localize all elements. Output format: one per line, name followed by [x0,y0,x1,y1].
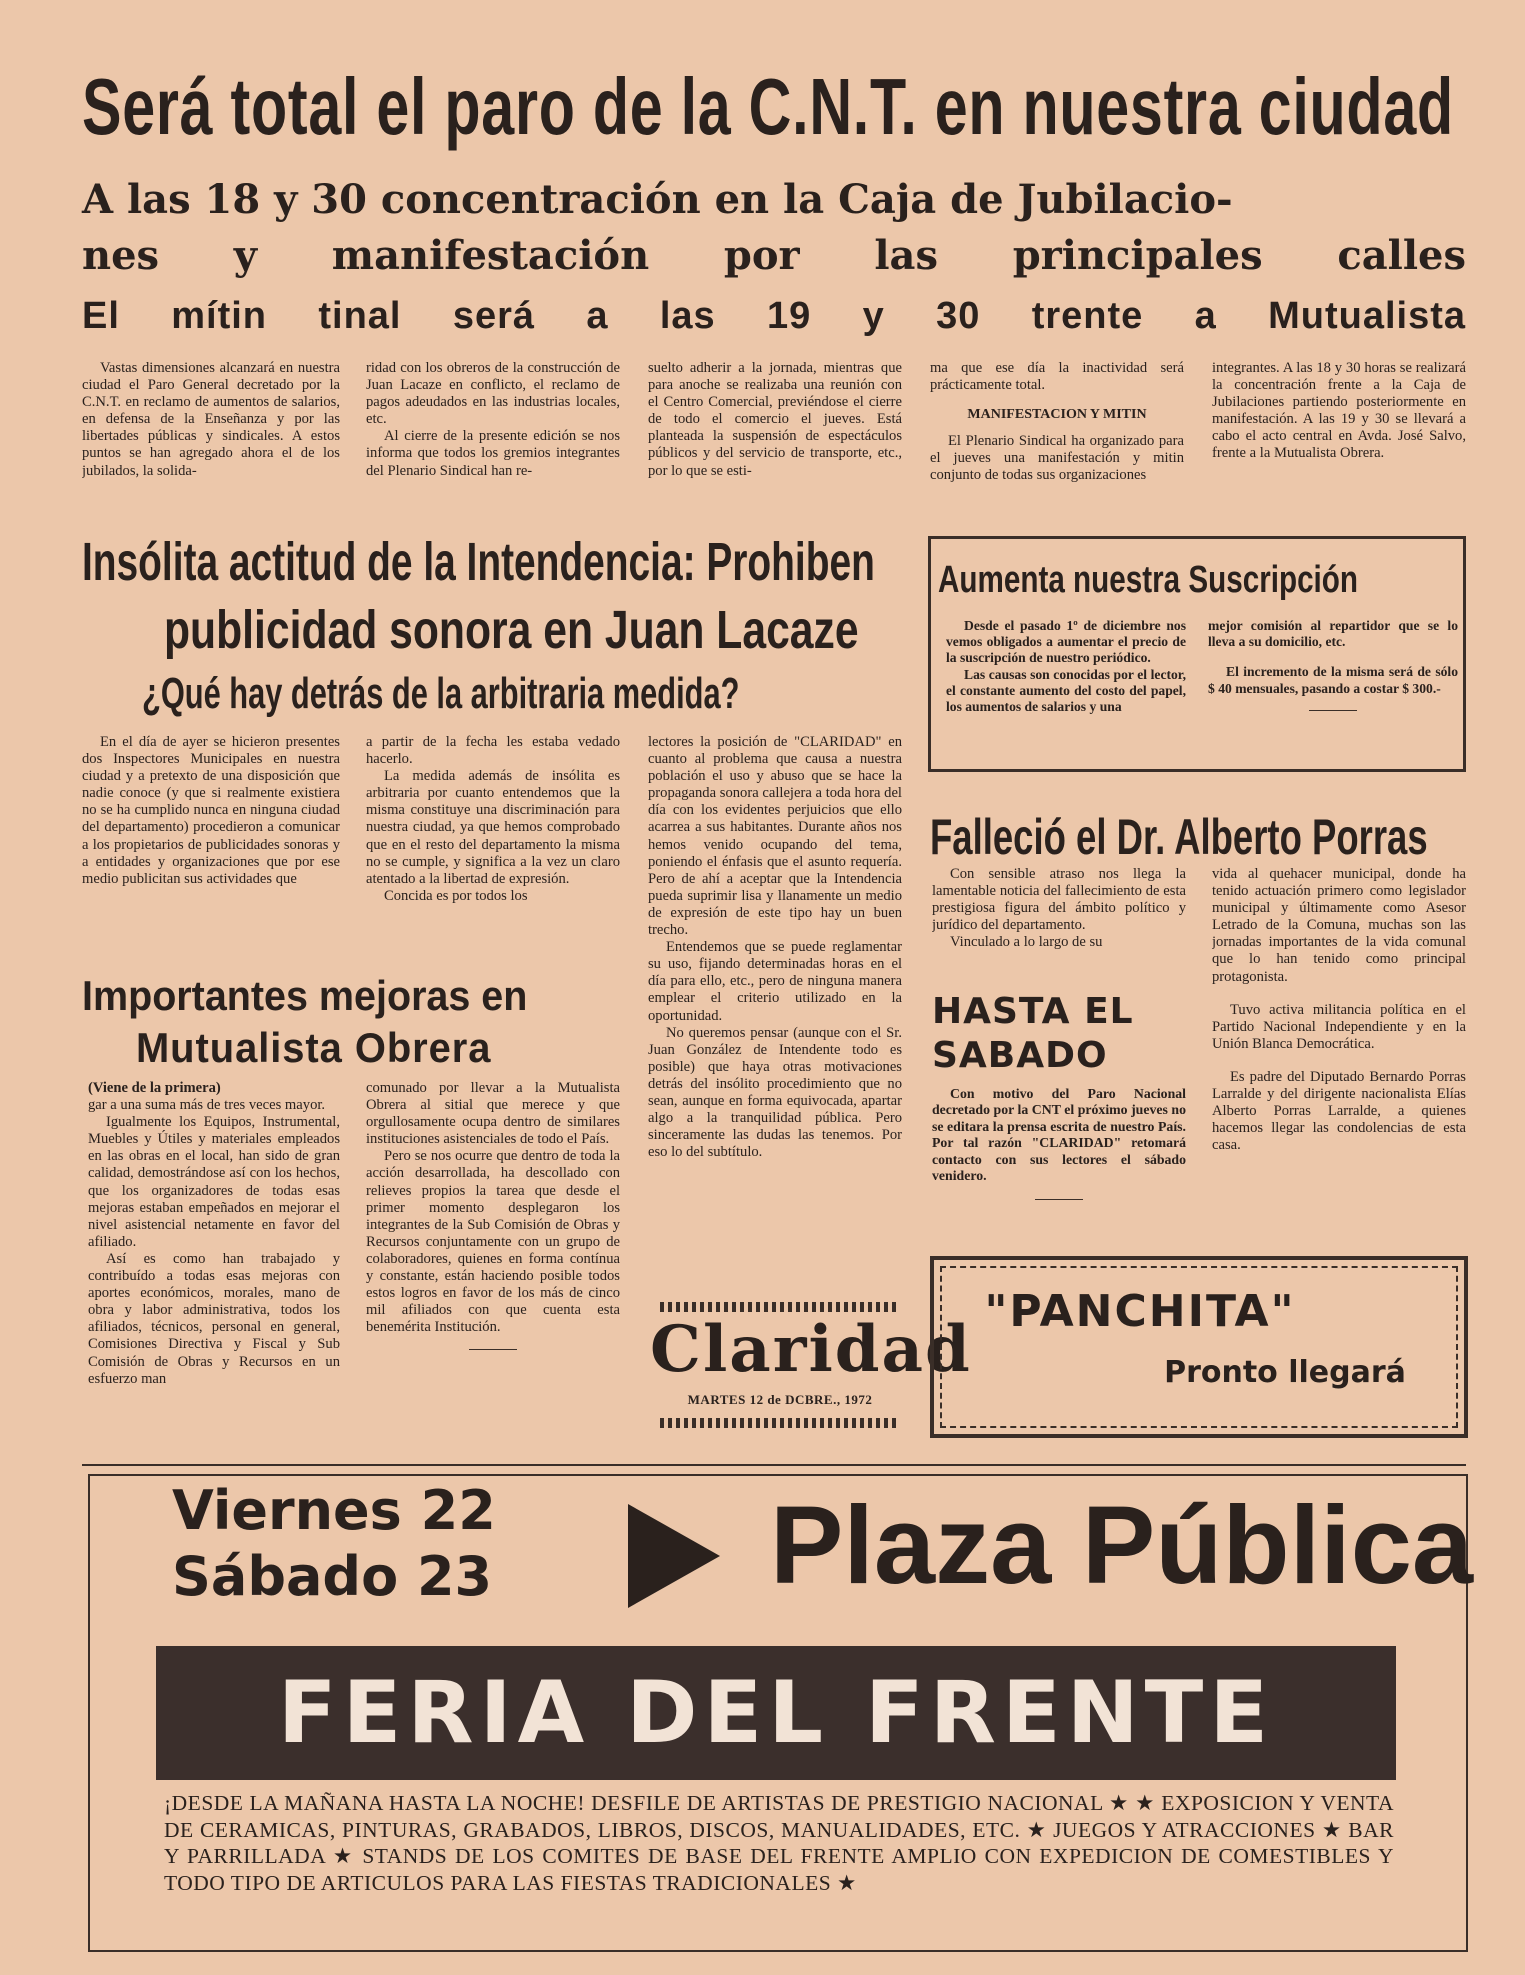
paro-paragraph: ma que ese día la inactividad será prácticamente total. [930,360,1184,394]
masthead-ornament-top [660,1302,900,1312]
paro-paragraph: ridad con los obreros de la construcción de Juan Lacaze en conflicto, el reclamo de pagos adeudados en las industrias locales, etc. [366,360,620,428]
end-rule [1309,710,1357,711]
panchita-subtitle: Pronto llegará [1164,1355,1406,1390]
intendencia-title-line1: Insólita actitud de la Intendencia: Prohiben [82,532,875,592]
suscripcion-col-2 [1208,618,1458,748]
divider-line [82,1464,1466,1466]
subheadline-1-line2: nes y manifestación por las principales calles [82,232,1466,279]
paro-subheading: MANIFESTACION Y MITIN [967,407,1147,423]
intendencia-paragraph: No queremos pensar (aunque con el Sr. Juan González de Intendente todo es posible) que haya otras motivaciones detrás del insólito procedimiento que no sean, aunque en forma equivocada, apartar algo a la tranquilidad pública. Pero sinceramente las dudas las tenemos. Por eso lo del subtítulo. [648,1024,902,1161]
feria-day-1: Viernes 22 [172,1479,496,1542]
mutualista-col-1 [88,1080,340,1440]
panchita-title: "PANCHITA" [984,1286,1296,1337]
mutualista-paragraph: comunado por llevar a la Mutualista Obrera al sitial que merece y que orgullosamente ocupa dentro de similares instituciones asistenciales de todo el País. [366,1080,620,1148]
intendencia-subtitle: ¿Qué hay detrás de la arbitraria medida? [142,669,740,718]
paro-col-2 [366,360,620,508]
mutualista-paragraph: Pero se nos ocurre que dentro de toda la acción desarrollada, ha descollado con relieves propios la tarea que desde el primer momento desplegaron los integrantes de la Sub Comisión de Obras y Recursos conjuntamente con un grupo de colaboradores, quienes en forma contínua y constante, están haciendo posible todos estos logros en favor de los más de cinco mil afiliados con que cuenta esta benemérita Institución. [366,1148,620,1336]
mutualista-paragraph: gar a una suma más de tres veces mayor. [88,1097,326,1114]
intendencia-paragraph: Entendemos que se puede reglamentar su uso, fijando determinadas horas en el día para ello, etc., pero de ninguna manera emplear el criterio utilizado en la oportunidad. [648,939,902,1024]
paro-paragraph: Vastas dimensiones alcanzará en nuestra ciudad el Paro General decretado por la C.N.T. en reclamo de aumentos de salarios, en defensa de la Enseñanza y por las libertades públicas y sindicales. A estos puntos se han agregado ahora el de los jubilados, la solida- [82,360,340,479]
suscripcion-paragraph: Desde el pasado 1º de diciembre nos vemos obligados a aumentar el precio de la suscripción de nuestro periódico. [946,618,1186,666]
mutualista-paragraph: Igualmente los Equipos, Instrumental, Muebles y Útiles y materiales empleados en las obras en el local, han sido de gran calidad, demostrándose así con los hechos, que los organizadores de todas esas mejoras estaban empeñados en mejorar el nivel asistencial netamente en favor del afiliado. [88,1114,340,1250]
hasta-paragraph: Con motivo del Paro Nacional decretado por la CNT el próximo jueves no se editara la prensa escrita de nuestro País. Por tal razón "CLARIDAD" retomará contacto con sus lectores el sábado venidero. [932,1086,1186,1184]
paro-paragraph: El Plenario Sindical ha organizado para el jueves una manifestación y mitin conjunto de todas sus organizaciones [930,433,1184,484]
porras-col-2 [1212,866,1466,1216]
paro-col-1 [82,360,340,508]
suscripcion-col-1 [946,618,1186,748]
porras-paragraph: Tuvo activa militancia política en el Partido Nacional Independiente y en la Unión Blanca Democrática. [1212,1001,1466,1052]
suscripcion-paragraph: Las causas son conocidas por el lector, el constante aumento del costo del papel, los aumentos de salarios y una [946,666,1186,715]
feria-banner-text: FERIA DEL FRENTE [277,1663,1275,1763]
porras-paragraph: vida al quehacer municipal, donde ha tenido actuación primero como legislador municipal y últimamente como Asesor Letrado de la Comuna, muchas son las jornadas importantes de la vida comunal que lo han tenido como principal protagonista. [1212,866,1466,985]
suscripcion-paragraph: mejor comisión al repartidor que se lo lleva a su domicilio, etc. [1208,618,1458,650]
intendencia-paragraph: lectores la posición de "CLARIDAD" en cuanto al problema que causa a nuestra población el uso y abuso que se hace la propaganda sonora callejera a toda hora del día con los evidentes perjuicios que ello acarrea a sus habitantes. Durante años nos hemos venido ocupando del tema, poniendo el énfasis que el asunto requería. Pero de ahí a aceptar que la Intendencia pueda suprimir lisa y llanamente un medio de expresión de este tipo hay un buen trecho. [648,734,902,939]
porras-paragraph: Con sensible atraso nos llega la lamentable noticia del fallecimiento de esta prestigiosa figura del ámbito político y jurídico del departamento. [932,866,1186,934]
masthead-ornament-bottom [660,1418,900,1428]
hasta-title [932,990,1134,1078]
intendencia-paragraph: La medida además de insólita es arbitraria por cuanto entendemos que la misma constituye una discriminación para nuestra ciudad, ya que hemos comprobado que en el resto del departamento la misma no se cumple, y significa a la vez un claro atentado a la libertad de expresión. [366,768,620,887]
intendencia-paragraph: Concida es por todos los [384,887,528,904]
porras-paragraph: Vinculado a lo largo de su [950,934,1103,951]
mutualista-title-line1: Importantes mejoras en [82,972,528,1019]
feria-day-2: Sábado 23 [172,1545,493,1608]
intendencia-paragraph: En el día de ayer se hicieron presentes dos Inspectores Municipales en nuestra ciudad y a pretexto de una disposición que nadie conoce (y que si realmente existiera no se ha cumplido nunca en ninguna ciudad del departamento) procedieron a comunicar a los propietarios de publicidades sonoras y a entidades y organizaciones que por ese medio publicitan sus actividades que [82,734,340,887]
porras-paragraph: Es padre del Diputado Bernardo Porras Larralde y del dirigente nacionalista Elías Alberto Porras Larralde, a quienes hacemos llegar las condolencias de esta casa. [1212,1068,1466,1154]
masthead-name: Claridad [650,1312,972,1387]
subheadline-2: El mítin tinal será a las 19 y 30 trente a Mutualista [82,295,1466,337]
intendencia-col-2 [366,734,620,944]
end-rule [469,1349,517,1350]
feria-banner [156,1646,1396,1780]
end-rule [1035,1199,1083,1200]
feria-days [172,1478,496,1610]
intendencia-title-line2: publicidad sonora en Juan Lacaze [164,600,859,660]
paro-col-4 [930,360,1184,508]
intendencia-col-1 [82,734,340,944]
paro-col-5 [1212,360,1466,508]
play-triangle-icon [624,1500,724,1612]
mutualista-title-line2: Mutualista Obrera [136,1024,492,1071]
intendencia-col-3 [648,734,902,1270]
subheadline-1 [82,172,1466,284]
porras-title: Falleció el Dr. Alberto Porras [930,809,1428,865]
feria-place: Plaza Pública [770,1484,1474,1607]
paro-paragraph: Al cierre de la presente edición se nos informa que todos los gremios integrantes del Plenario Sindical han re- [366,428,620,479]
paro-paragraph: suelto adherir a la jornada, mientras que para anoche se realizaba una reunión con el Centro Comercial, previéndose el cierre de todo el comercio el jueves. Está planteada la suspensión de espectáculos públicos y del servicio de transporte, etc., por lo que se esti- [648,360,902,479]
paro-col-3 [648,360,902,508]
porras-col-1 [932,866,1186,970]
mutualista-col-2 [366,1080,620,1430]
hasta-title-line2: SABADO [932,1035,1108,1076]
suscripcion-paragraph: El incremento de la misma será de sólo $ 40 mensuales, pasando a costar $ 300.- [1208,664,1458,696]
panchita-box [930,1256,1468,1438]
paro-paragraph: integrantes. A las 18 y 30 horas se realizará la concentración frente a la Caja de Jubilaciones partiendo posteriormente en manifestación. A las 19 y 30 se llevará a cabo el acto central en Avda. José Salvo, frente a la Mutualista Obrera. [1212,360,1466,462]
feria-details: ¡DESDE LA MAÑANA HASTA LA NOCHE! DESFILE DE ARTISTAS DE PRESTIGIO NACIONAL ★ ★ EXPOSICION Y VENTA DE CERAMICAS, PINTURAS, GRABADOS, LIBROS, DISCOS, MANUALIDADES, ETC. ★ JUEGOS Y ATRACCIONES ★ BAR Y PARRILLADA ★ STANDS DE LOS COMITES DE BASE DEL FRENTE AMPLIO CON EXPEDICION DE COMESTIBLES Y TODO TIPO DE ARTICULOS PARA LAS FIESTAS TRADICIONALES ★ [164,1791,1394,1895]
mutualista-paragraph: Así es como han trabajado y contribuído a todas esas mejoras con aportes económicos, morales, mano de obra y labor administrativa, todos los afiliados, técnicos, personal en general, Comisiones Directiva y Fiscal y Sub Comisión de Obras y Recursos en un esfuerzo man [88,1250,340,1387]
suscripcion-title: Aumenta nuestra Suscripción [938,559,1359,601]
main-headline: Será total el paro de la C.N.T. en nuestra ciudad [82,62,1454,151]
subheadline-1-line1: A las 18 y 30 concentración en la Caja de Jubilacio- [82,176,1233,223]
intendencia-paragraph: a partir de la fecha les estaba vedado hacerlo. [366,734,620,768]
masthead-date: MARTES 12 de DCBRE., 1972 [687,1392,873,1407]
hasta-title-line1: HASTA EL [932,991,1134,1032]
hasta-body [932,1086,1186,1216]
mutualista-lead: (Viene de la primera) [88,1080,221,1096]
